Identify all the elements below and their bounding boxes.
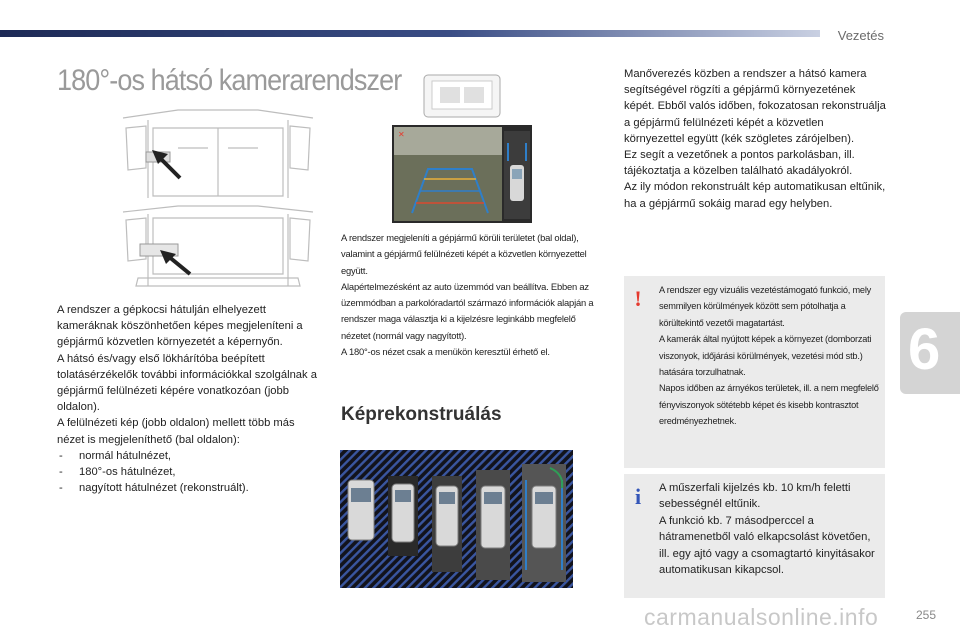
warning-note: [624, 276, 885, 468]
vehicle-rear-illustration-bottom: [118, 204, 320, 288]
paragraph: A rendszer a gépkocsi hátulján elhelyezett kameráknak köszönhetően képes megjeleníteni a gépjármű közvetlen környezetét a képernyőn.: [57, 304, 303, 349]
warning-note-text: [659, 282, 881, 430]
chapter-number: 6: [908, 317, 941, 382]
reconstruction-image-strip: [340, 450, 573, 588]
camera-view-screen-illustration: [392, 73, 532, 223]
paragraph: Manőverezés közben a rendszer a hátsó kamera segítségével rögzíti a gépjármű környezetének képét. Ebből valós időben, fokozatosan rekonstruálja a gépjármű felülnézeti képét a közvetlen környezettel együtt (kék szögletes zárójelben).: [624, 68, 886, 145]
paragraph: A hátsó és/vagy első lökhárítóba beépített tolatásérzékelők további információkkal szolgálnak a gépjármű felülnézeti képére vonatkozóan (jobb oldalon).: [57, 352, 317, 414]
header-bar: [0, 30, 820, 37]
paragraph: Ez segít a vezetőnek a pontos parkolásban, ill. tájékoztatja a közelben található akadályokról.: [624, 149, 855, 178]
paragraph: Az ily módon rekonstruált kép automatikusan eltűnik, ha a gépjármű sokáig marad egy helyben.: [624, 181, 886, 210]
list-item: - 180°-os hátulnézet,: [57, 464, 319, 480]
chapter-tab: [900, 312, 960, 394]
info-note: [624, 474, 885, 598]
section-title: Vezetés: [837, 28, 884, 43]
right-column-text: [624, 66, 886, 212]
page-number: 255: [915, 608, 936, 622]
info-icon: i: [634, 484, 642, 509]
page-title: 180°-os hátsó kamerarendszer: [57, 64, 402, 97]
left-column-text: [57, 302, 319, 496]
section-heading-reconstruction: Képrekonstruálás: [341, 404, 502, 425]
paragraph: A 180°-os nézet csak a menükön keresztül érhető el.: [341, 346, 550, 358]
paragraph: A funkció kb. 7 másodperccel a hátramenetből való elkapcsolást követően, ill. egy ajtó vagy a csomagtartó kinyitásakor automatikusan kikapcsol.: [659, 514, 875, 577]
list-item: - nagyított hátulnézet (rekonstruált).: [57, 480, 319, 496]
list-item: - normál hátulnézet,: [57, 448, 319, 464]
info-note-text: [659, 480, 881, 578]
middle-column-text: [341, 230, 605, 360]
paragraph: A felülnézeti kép (jobb oldalon) mellett több más nézet is megjeleníthető (bal oldalon):: [57, 417, 295, 446]
paragraph: A rendszer megjeleníti a gépjármű körüli területet (bal oldal), valamint a gépjármű felülnézeti képét a közvetlen környezettel együtt.: [341, 232, 587, 276]
paragraph: A műszerfali kijelzés kb. 10 km/h feletti sebességnél eltűnik.: [659, 482, 851, 511]
svg-text:✕: ✕: [398, 130, 405, 139]
paragraph: Napos időben az árnyékos területek, ill. a nem megfelelő fényviszonyok sötétebb képet és kisebb kontrasztot eredményezhetnek.: [659, 383, 879, 427]
view-options-list: [57, 448, 319, 497]
paragraph: A kamerák által nyújtott képek a környezet (domborzati viszonyok, időjárási körülmények, vezetési mód stb.) hatására torzulhatnak.: [659, 334, 872, 378]
paragraph: Alapértelmezésként az auto üzemmód van beállítva. Ebben az üzemmódban a parkolóradartól származó információk alapján a rendszer maga választja ki a kijelzésre leginkább megfelelő nézetet (normál vagy nagyított).: [341, 280, 594, 341]
exclamation-icon: !: [634, 286, 642, 311]
paragraph: A rendszer egy vizuális vezetéstámogató funkció, mely semmilyen körülmények között sem pótolhatja a körültekintő vezetői magatartást.: [659, 285, 872, 328]
vehicle-rear-illustration-top: [118, 108, 320, 200]
watermark: carmanualsonline.info: [644, 604, 879, 630]
